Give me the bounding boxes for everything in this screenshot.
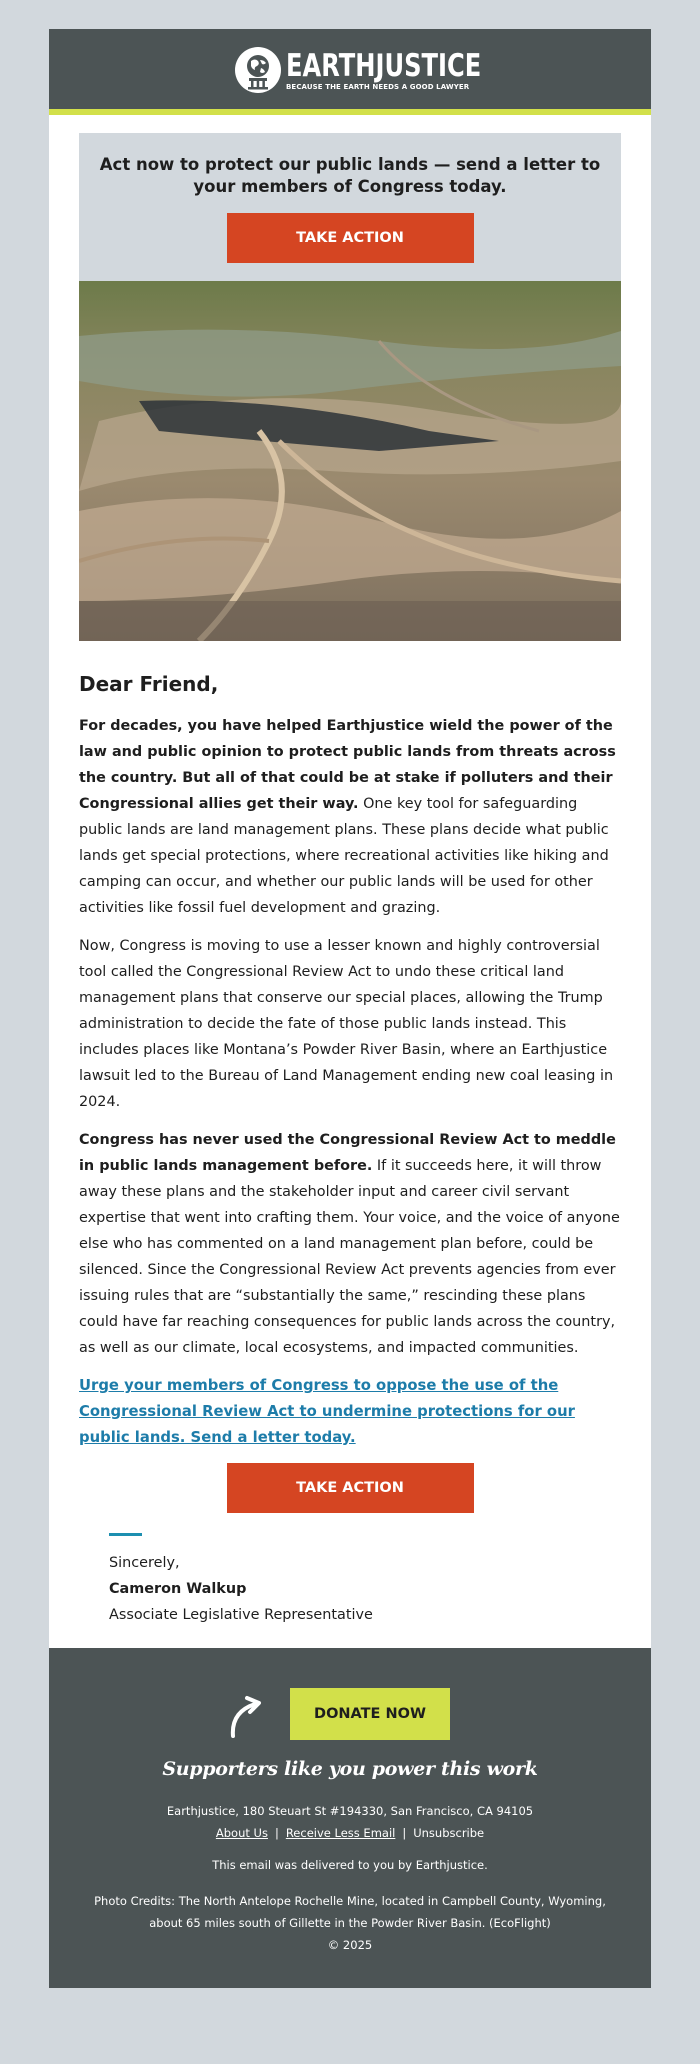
take-action-button-bottom[interactable]: TAKE ACTION: [227, 1463, 474, 1513]
email-content: [49, 115, 651, 1648]
receive-less-email-link[interactable]: Receive Less Email: [285, 1826, 396, 1840]
paragraph-1-bold: For decades, you have helped Earthjustice wield the power of the law and public opinion to protect public lands from threats across the country. But all of that could be at stake if polluters and their Congressional allies get their way.: [79, 718, 616, 812]
supporters-tagline: Supporters like you power this work: [162, 1758, 538, 1780]
about-us-link[interactable]: About Us: [215, 1826, 268, 1840]
take-action-button-top[interactable]: TAKE ACTION: [227, 213, 474, 263]
donate-now-button[interactable]: DONATE NOW: [290, 1688, 450, 1740]
footer-links: About Us | Receive Less Email | Unsubscribe: [215, 1826, 485, 1840]
signoff-title: Associate Legislative Representative: [109, 1607, 373, 1623]
paragraph-3-text: If it succeeds here, it will throw away these plans and the stakeholder input and career civil servant expertise that went into crafting them. Your voice, and the voice of anyone else who has commented on a land management plan before, could be silenced. Since the Congressional Review Act prevents agencies from ever issuing rules that are “substantially the same,” rescinding these plans could have far reaching consequences for public lands across the country, as well as our climate, local ecosystems, and impacted communities.: [79, 1158, 620, 1356]
earthjustice-logo[interactable]: [235, 46, 536, 94]
paragraph-1-text: One key tool for safeguarding public lands are land management plans. These plans decide what public lands get special protections, where recreational activities like hiking and camping can occur, and whether our public lands will be used for other activities like fossil fuel development and grazing.: [79, 796, 609, 916]
greeting: Dear Friend,: [79, 672, 219, 696]
paragraph-3: [79, 1127, 621, 1361]
brand-name: EARTHJUSTICE: [286, 47, 482, 84]
email-card: [49, 29, 651, 1988]
curved-arrow-icon: [225, 1692, 267, 1740]
email-footer: [49, 1648, 651, 1988]
globe-pillar-icon: [235, 47, 281, 93]
action-alert-box: [79, 133, 621, 281]
paragraph-3-bold: Congress has never used the Congressional Review Act to meddle in public lands management before.: [79, 1132, 616, 1174]
email-header: [49, 29, 651, 109]
footer-address: Earthjustice, 180 Steuart St #194330, San Francisco, CA 94105: [166, 1804, 534, 1818]
paragraph-2: Now, Congress is moving to use a lesser known and highly controversial tool called the Congressional Review Act to undo these critical land management plans that conserve our special places, allowing the Trump administration to decide the fate of those public lands instead. This includes places like Montana’s Powder River Basin, where an Earthjustice lawsuit led to the Bureau of Land Management ending new coal leasing in 2024.: [79, 938, 614, 1110]
signoff-closing: Sincerely,: [109, 1555, 180, 1571]
footer-copyright: © 2025: [327, 1938, 373, 1952]
donate-row: [69, 1688, 631, 1740]
alert-text: Act now to protect our public lands — send a letter to your members of Congress today.: [99, 155, 601, 196]
unsubscribe-link[interactable]: Unsubscribe: [413, 1826, 485, 1840]
signoff-divider: [109, 1533, 142, 1536]
footer-delivered: This email was delivered to you by Earthjustice.: [212, 1858, 488, 1872]
paragraph-1: [79, 713, 621, 921]
mine-aerial-photo: [79, 281, 621, 641]
signoff: [79, 1513, 621, 1628]
brand-tagline: BECAUSE THE EARTH NEEDS A GOOD LAWYER: [286, 82, 470, 91]
signoff-name: Cameron Walkup: [109, 1581, 247, 1597]
send-letter-link[interactable]: Urge your members of Congress to oppose the use of the Congressional Review Act to undermine protections for our public lands. Send a letter today.: [79, 1377, 575, 1446]
cta-button-row: [79, 1463, 621, 1513]
footer-photo-credits: Photo Credits: The North Antelope Rochelle Mine, located in Campbell County, Wyoming, about 65 miles south of Gillette in the Powder River Basin. (EcoFlight): [94, 1894, 606, 1930]
